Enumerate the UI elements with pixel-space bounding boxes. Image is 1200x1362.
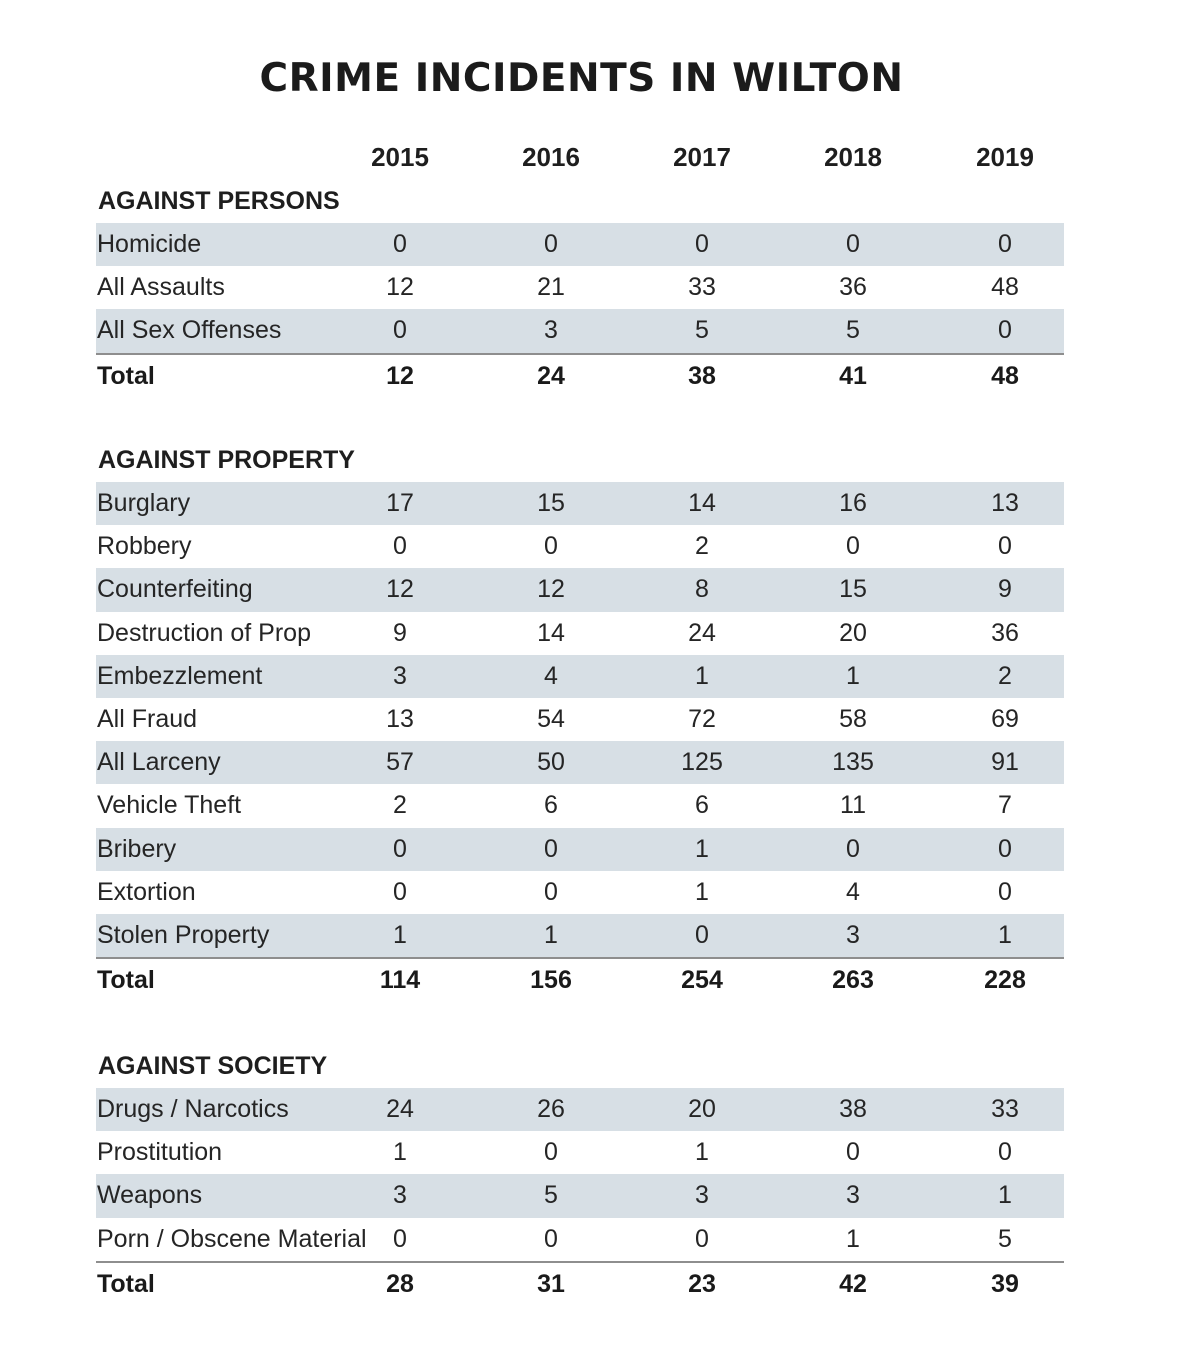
- section-title: AGAINST PROPERTY: [98, 446, 355, 474]
- table-cell: 36: [991, 618, 1019, 647]
- table-cell: 0: [695, 920, 709, 949]
- table-cell: 1: [846, 661, 860, 690]
- table-cell: 20: [839, 618, 867, 647]
- table-cell: 4: [846, 877, 860, 906]
- year-header: 2018: [824, 142, 882, 172]
- table-cell: 6: [695, 791, 709, 820]
- table-cell: 38: [839, 1095, 867, 1123]
- row-label: Vehicle Theft: [97, 791, 242, 820]
- table-cell: 0: [846, 532, 860, 561]
- section-title: AGAINST PERSONS: [98, 187, 340, 215]
- table-cell: 1: [998, 1181, 1012, 1210]
- table-cell: 156: [530, 966, 572, 995]
- table-cell: 50: [537, 748, 565, 777]
- table-cell: 0: [544, 834, 558, 863]
- table-cell: 1: [846, 1224, 860, 1253]
- table-cell: 36: [839, 273, 867, 302]
- table-cell: 31: [537, 1269, 565, 1298]
- table-cell: 0: [393, 532, 407, 561]
- table-cell: 3: [846, 1181, 860, 1210]
- table-cell: 125: [681, 748, 723, 777]
- table-cell: 228: [984, 966, 1026, 995]
- table-cell: 20: [688, 1095, 716, 1123]
- table-cell: 48: [991, 273, 1019, 302]
- table-cell: 1: [393, 1138, 407, 1167]
- total-row: [96, 353, 1064, 396]
- table-cell: 13: [386, 704, 414, 733]
- table-cell: 14: [688, 489, 716, 517]
- table-cell: 3: [544, 316, 558, 345]
- table-cell: 48: [991, 361, 1019, 390]
- table-row: [96, 828, 1064, 871]
- table-cell: 57: [386, 748, 414, 777]
- table-cell: 23: [688, 1269, 716, 1298]
- table-cell: 1: [695, 661, 709, 690]
- table-cell: 0: [695, 230, 709, 258]
- table-cell: 114: [379, 966, 421, 995]
- table-row: [96, 871, 1064, 914]
- table-row: [96, 1131, 1064, 1174]
- table-cell: 9: [393, 618, 407, 647]
- table-cell: 16: [839, 489, 867, 517]
- table-cell: 1: [998, 920, 1012, 949]
- table-cell: 2: [998, 661, 1012, 690]
- table-cell: 0: [998, 532, 1012, 561]
- table-cell: 15: [839, 575, 867, 604]
- row-label: Total: [97, 361, 155, 390]
- table-cell: 0: [846, 230, 860, 258]
- table-cell: 0: [544, 230, 558, 258]
- table-cell: 0: [393, 834, 407, 863]
- table-cell: 5: [998, 1224, 1012, 1253]
- table-cell: 0: [998, 834, 1012, 863]
- year-header-row: [0, 136, 1200, 179]
- row-label: Total: [97, 1269, 155, 1298]
- table-cell: 0: [695, 1224, 709, 1253]
- table-cell: 0: [393, 877, 407, 906]
- table-row: [96, 698, 1064, 741]
- table-cell: 24: [537, 361, 565, 390]
- table-cell: 3: [846, 920, 860, 949]
- row-label: Extortion: [97, 877, 196, 906]
- table-cell: 33: [688, 273, 716, 302]
- row-label: Destruction of Prop: [97, 618, 311, 647]
- row-label: Bribery: [97, 834, 177, 863]
- table-cell: 8: [695, 575, 709, 604]
- table-cell: 0: [998, 230, 1012, 258]
- table-cell: 0: [393, 316, 407, 345]
- row-label: Drugs / Narcotics: [97, 1095, 289, 1123]
- section-against-persons: [96, 180, 1064, 396]
- table-cell: 41: [839, 361, 867, 390]
- table-row: [96, 266, 1064, 309]
- table-cell: 4: [544, 661, 558, 690]
- table-row: [96, 784, 1064, 827]
- table-title: CRIME INCIDENTS IN WILTON: [259, 56, 904, 101]
- row-label: Robbery: [97, 532, 192, 561]
- table-cell: 7: [998, 791, 1012, 820]
- table-cell: 0: [998, 1138, 1012, 1167]
- table-cell: 24: [386, 1095, 414, 1123]
- table-cell: 3: [695, 1181, 709, 1210]
- table-cell: 5: [846, 316, 860, 345]
- table-cell: 26: [537, 1095, 565, 1123]
- table-cell: 12: [537, 575, 565, 604]
- row-label: All Assaults: [97, 273, 225, 302]
- table-cell: 21: [537, 273, 565, 302]
- table-cell: 0: [544, 1224, 558, 1253]
- table-row: [96, 1174, 1064, 1217]
- table-cell: 15: [537, 489, 565, 517]
- table-cell: 24: [688, 618, 716, 647]
- year-header: 2019: [976, 142, 1034, 172]
- row-label: Homicide: [97, 230, 202, 258]
- row-label: Stolen Property: [97, 920, 270, 949]
- table-cell: 38: [688, 361, 716, 390]
- table-cell: 14: [537, 618, 565, 647]
- table-cell: 5: [695, 316, 709, 345]
- row-label: Embezzlement: [97, 661, 263, 690]
- table-cell: 2: [695, 532, 709, 561]
- table-cell: 17: [386, 489, 414, 517]
- table-cell: 9: [998, 575, 1012, 604]
- table-cell: 0: [544, 1138, 558, 1167]
- table-cell: 91: [991, 748, 1019, 777]
- table-cell: 13: [991, 489, 1019, 517]
- row-label: Burglary: [97, 489, 191, 517]
- table-row: [96, 612, 1064, 655]
- table-cell: 12: [386, 361, 414, 390]
- table-row: [96, 1218, 1064, 1261]
- year-header: 2017: [673, 142, 731, 172]
- table-cell: 1: [695, 1138, 709, 1167]
- table-cell: 1: [695, 834, 709, 863]
- table-cell: 135: [832, 748, 874, 777]
- table-cell: 3: [393, 1181, 407, 1210]
- table-cell: 28: [386, 1269, 414, 1298]
- table-cell: 0: [544, 532, 558, 561]
- total-row: [96, 1261, 1064, 1304]
- total-row: [96, 957, 1064, 1000]
- table-cell: 3: [393, 661, 407, 690]
- table-cell: 12: [386, 575, 414, 604]
- year-header: 2016: [522, 142, 580, 172]
- table-cell: 0: [998, 877, 1012, 906]
- year-header: 2015: [371, 142, 429, 172]
- section-against-property: [96, 439, 1064, 1000]
- table-cell: 39: [991, 1269, 1019, 1298]
- table-cell: 1: [544, 920, 558, 949]
- table-cell: 42: [839, 1269, 867, 1298]
- table-cell: 72: [688, 704, 716, 733]
- table-row: [96, 1088, 1064, 1131]
- row-label: All Larceny: [97, 748, 221, 777]
- table-cell: 0: [393, 1224, 407, 1253]
- table-cell: 0: [846, 1138, 860, 1167]
- table-cell: 69: [991, 704, 1019, 733]
- table-cell: 0: [393, 230, 407, 258]
- table-row: [96, 568, 1064, 611]
- table-row: [96, 655, 1064, 698]
- row-label: Weapons: [97, 1181, 203, 1210]
- table-cell: 1: [695, 877, 709, 906]
- table-cell: 0: [544, 877, 558, 906]
- table-row: [96, 741, 1064, 784]
- table-cell: 0: [998, 316, 1012, 345]
- table-cell: 11: [840, 791, 866, 820]
- table-row: [96, 525, 1064, 568]
- row-label: All Sex Offenses: [97, 316, 282, 345]
- table-cell: 33: [991, 1095, 1019, 1123]
- table-row: [96, 223, 1064, 266]
- table-row: [96, 482, 1064, 525]
- row-label: Counterfeiting: [97, 575, 253, 604]
- table-cell: 1: [393, 920, 407, 949]
- table-cell: 54: [537, 704, 565, 733]
- table-cell: 2: [393, 791, 407, 820]
- table-cell: 0: [846, 834, 860, 863]
- table-cell: 58: [839, 704, 867, 733]
- table-cell: 263: [832, 966, 874, 995]
- table-cell: 12: [386, 273, 414, 302]
- table-cell: 6: [544, 791, 558, 820]
- table-row: [96, 309, 1064, 352]
- row-label: Prostitution: [97, 1138, 223, 1167]
- section-against-society: [96, 1045, 1064, 1304]
- table-cell: 254: [681, 966, 723, 995]
- section-title: AGAINST SOCIETY: [98, 1052, 328, 1080]
- row-label: Total: [97, 966, 155, 995]
- table-row: [96, 914, 1064, 957]
- row-label: All Fraud: [97, 704, 198, 733]
- row-label: Porn / Obscene Material: [97, 1224, 367, 1253]
- table-cell: 5: [544, 1181, 558, 1210]
